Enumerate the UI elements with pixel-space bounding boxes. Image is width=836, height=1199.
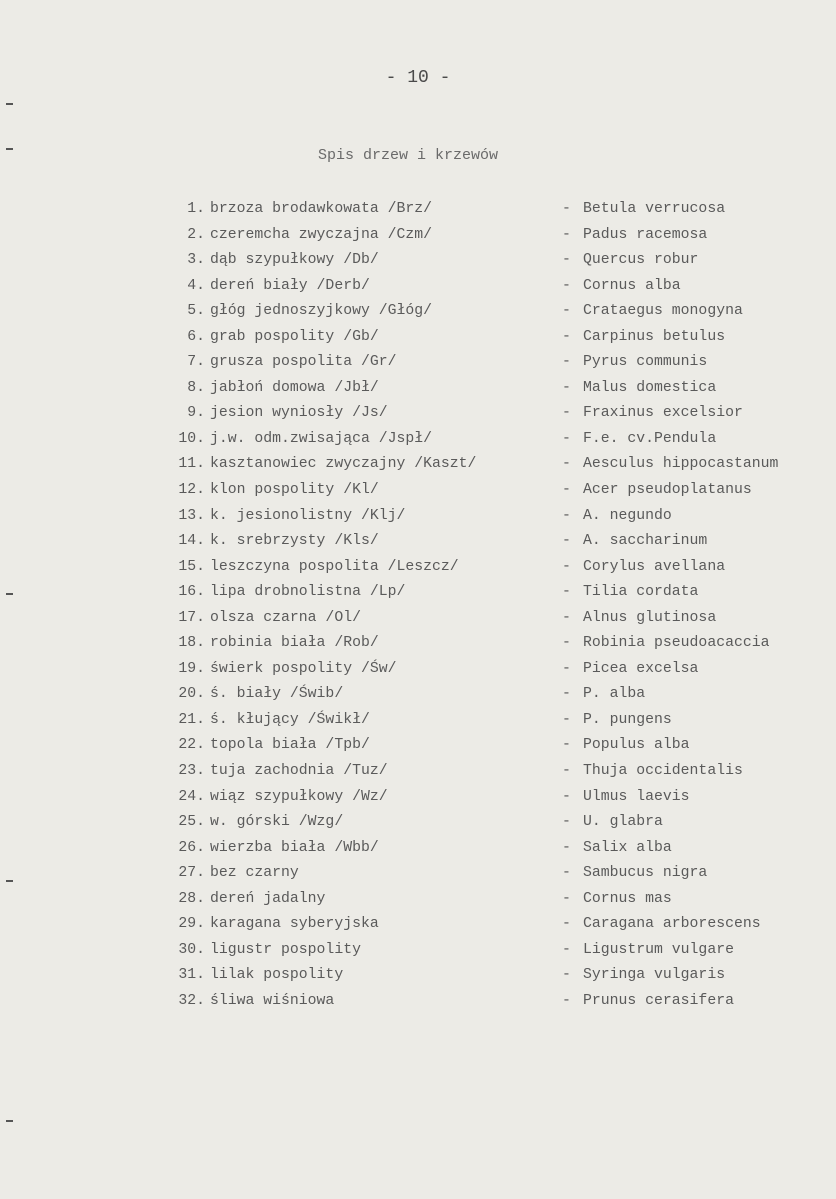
polish-name: dereń biały /Derb/	[210, 277, 370, 294]
item-number: 30.	[178, 941, 205, 958]
item-number: 27.	[178, 865, 205, 882]
item-number: 13.	[178, 507, 205, 524]
dash: -	[562, 916, 571, 933]
dash: -	[562, 737, 571, 754]
list-item	[0, 225, 836, 251]
list-item	[0, 301, 836, 327]
polish-name: k. srebrzysty /Kls/	[210, 533, 379, 550]
polish-name: grab pospolity /Gb/	[210, 328, 379, 345]
item-number: 19.	[178, 660, 205, 677]
list-item	[0, 659, 836, 685]
dash: -	[562, 430, 571, 447]
polish-name: w. górski /Wzg/	[210, 814, 344, 831]
dash: -	[562, 941, 571, 958]
polish-name: olsza czarna /Ol/	[210, 609, 361, 626]
item-number: 21.	[178, 711, 205, 728]
dash: -	[562, 635, 571, 652]
species-list	[0, 199, 836, 1017]
dash: -	[562, 226, 571, 243]
margin-mark	[6, 880, 13, 882]
list-item	[0, 965, 836, 991]
latin-name: Quercus robur	[583, 252, 699, 269]
margin-mark	[6, 1120, 13, 1122]
polish-name: karagana syberyjska	[210, 916, 379, 933]
polish-name: leszczyna pospolita /Leszcz/	[210, 558, 459, 575]
dash: -	[562, 711, 571, 728]
dash: -	[562, 660, 571, 677]
dash: -	[562, 814, 571, 831]
polish-name: dąb szypułkowy /Db/	[210, 252, 379, 269]
list-item	[0, 480, 836, 506]
dash: -	[562, 328, 571, 345]
latin-name: Cornus mas	[583, 890, 672, 907]
latin-name: Malus domestica	[583, 379, 717, 396]
item-number: 25.	[178, 814, 205, 831]
polish-name: ś. kłujący /Świkł/	[210, 711, 370, 728]
item-number: 11.	[178, 456, 205, 473]
latin-name: Aesculus hippocastanum	[583, 456, 779, 473]
list-item	[0, 991, 836, 1017]
polish-name: robinia biała /Rob/	[210, 635, 379, 652]
latin-name: Thuja occidentalis	[583, 763, 743, 780]
dash: -	[562, 584, 571, 601]
dash: -	[562, 277, 571, 294]
item-number: 26.	[178, 839, 205, 856]
dash: -	[562, 992, 571, 1009]
list-item	[0, 352, 836, 378]
item-number: 22.	[178, 737, 205, 754]
list-item	[0, 940, 836, 966]
list-item	[0, 787, 836, 813]
polish-name: brzoza brodawkowata /Brz/	[210, 201, 432, 217]
polish-name: czeremcha zwyczajna /Czm/	[210, 226, 432, 243]
dash: -	[562, 788, 571, 805]
latin-name: Fraxinus excelsior	[583, 405, 743, 422]
list-item	[0, 454, 836, 480]
polish-name: grusza pospolita /Gr/	[210, 354, 397, 371]
item-number: 9.	[187, 405, 205, 422]
item-number: 8.	[187, 379, 205, 396]
dash: -	[562, 865, 571, 882]
dash: -	[562, 763, 571, 780]
list-item	[0, 838, 836, 864]
dash: -	[562, 252, 571, 269]
item-number: 32.	[178, 992, 205, 1009]
latin-name: Acer pseudoplatanus	[583, 482, 752, 499]
item-number: 15.	[178, 558, 205, 575]
latin-name: A. saccharinum	[583, 533, 708, 550]
list-item	[0, 506, 836, 532]
latin-name: Populus alba	[583, 737, 690, 754]
list-item	[0, 889, 836, 915]
list-item	[0, 250, 836, 276]
item-number: 16.	[178, 584, 205, 601]
dash: -	[562, 609, 571, 626]
item-number: 14.	[178, 533, 205, 550]
polish-name: jesion wyniosły /Js/	[210, 405, 388, 422]
latin-name: Crataegus monogyna	[583, 303, 743, 320]
item-number: 20.	[178, 686, 205, 703]
polish-name: śliwa wiśniowa	[210, 992, 335, 1009]
latin-name: Pyrus communis	[583, 354, 708, 371]
latin-name: Prunus cerasifera	[583, 992, 734, 1009]
polish-name: k. jesionolistny /Klj/	[210, 507, 406, 524]
polish-name: jabłoń domowa /Jbł/	[210, 379, 379, 396]
dash: -	[562, 558, 571, 575]
dash: -	[562, 201, 571, 217]
latin-name: Syringa vulgaris	[583, 967, 726, 984]
latin-name: Betula verrucosa	[583, 201, 726, 217]
latin-name: Ligustrum vulgare	[583, 941, 734, 958]
polish-name: wierzba biała /Wbb/	[210, 839, 379, 856]
item-number: 5.	[187, 303, 205, 320]
latin-name: Alnus glutinosa	[583, 609, 717, 626]
latin-name: A. negundo	[583, 507, 672, 524]
dash: -	[562, 507, 571, 524]
list-item	[0, 276, 836, 302]
list-item	[0, 582, 836, 608]
item-number: 12.	[178, 482, 205, 499]
list-item	[0, 608, 836, 634]
dash: -	[562, 967, 571, 984]
item-number: 18.	[178, 635, 205, 652]
document-title: Spis drzew i krzewów	[317, 147, 499, 164]
dash: -	[562, 890, 571, 907]
dash: -	[562, 354, 571, 371]
list-item	[0, 863, 836, 889]
item-number: 17.	[178, 609, 205, 626]
list-item	[0, 327, 836, 353]
list-item	[0, 914, 836, 940]
latin-name: Carpinus betulus	[583, 328, 726, 345]
dash: -	[562, 482, 571, 499]
margin-mark	[6, 103, 13, 105]
latin-name: Robinia pseudoacaccia	[583, 635, 770, 652]
latin-name: Sambucus nigra	[583, 865, 708, 882]
latin-name: Padus racemosa	[583, 226, 708, 243]
item-number: 4.	[187, 277, 205, 294]
dash: -	[562, 303, 571, 320]
item-number: 31.	[178, 967, 205, 984]
list-item	[0, 684, 836, 710]
polish-name: j.w. odm.zwisająca /Jspł/	[210, 430, 432, 447]
item-number: 7.	[187, 354, 205, 371]
list-item	[0, 403, 836, 429]
latin-name: Tilia cordata	[583, 584, 699, 601]
item-number: 6.	[187, 328, 205, 345]
latin-name: Cornus alba	[583, 277, 681, 294]
latin-name: Ulmus laevis	[583, 788, 690, 805]
latin-name: Picea excelsa	[583, 660, 699, 677]
polish-name: kasztanowiec zwyczajny /Kaszt/	[210, 456, 477, 473]
polish-name: klon pospolity /Kl/	[210, 482, 379, 499]
latin-name: P. alba	[583, 686, 646, 703]
margin-mark	[6, 593, 13, 595]
list-item	[0, 761, 836, 787]
margin-mark	[6, 148, 13, 150]
polish-name: topola biała /Tpb/	[210, 737, 370, 754]
list-item	[0, 735, 836, 761]
polish-name: ś. biały /Świb/	[210, 686, 344, 703]
polish-name: lilak pospolity	[210, 967, 344, 984]
list-item	[0, 199, 836, 225]
latin-name: U. glabra	[583, 814, 663, 831]
page-number: - 10 -	[385, 68, 451, 88]
list-item	[0, 812, 836, 838]
polish-name: ligustr pospolity	[210, 941, 361, 958]
latin-name: Salix alba	[583, 839, 672, 856]
item-number: 28.	[178, 890, 205, 907]
dash: -	[562, 379, 571, 396]
item-number: 10.	[178, 430, 205, 447]
item-number: 24.	[178, 788, 205, 805]
item-number: 23.	[178, 763, 205, 780]
item-number: 2.	[187, 226, 205, 243]
item-number: 1.	[187, 201, 205, 217]
latin-name: Caragana arborescens	[583, 916, 761, 933]
latin-name: Corylus avellana	[583, 558, 726, 575]
dash: -	[562, 405, 571, 422]
item-number: 3.	[187, 252, 205, 269]
list-item	[0, 429, 836, 455]
list-item	[0, 531, 836, 557]
polish-name: dereń jadalny	[210, 890, 326, 907]
latin-name: P. pungens	[583, 711, 672, 728]
dash: -	[562, 456, 571, 473]
polish-name: głóg jednoszyjkowy /Głóg/	[210, 303, 432, 320]
list-item	[0, 378, 836, 404]
polish-name: świerk pospolity /Św/	[210, 660, 397, 677]
polish-name: tuja zachodnia /Tuz/	[210, 763, 388, 780]
list-item	[0, 557, 836, 583]
polish-name: wiąz szypułkowy /Wz/	[210, 788, 388, 805]
dash: -	[562, 533, 571, 550]
item-number: 29.	[178, 916, 205, 933]
latin-name: F.e. cv.Pendula	[583, 430, 717, 447]
polish-name: bez czarny	[210, 865, 299, 882]
list-item	[0, 710, 836, 736]
dash: -	[562, 686, 571, 703]
dash: -	[562, 839, 571, 856]
polish-name: lipa drobnolistna /Lp/	[210, 584, 406, 601]
list-item	[0, 633, 836, 659]
